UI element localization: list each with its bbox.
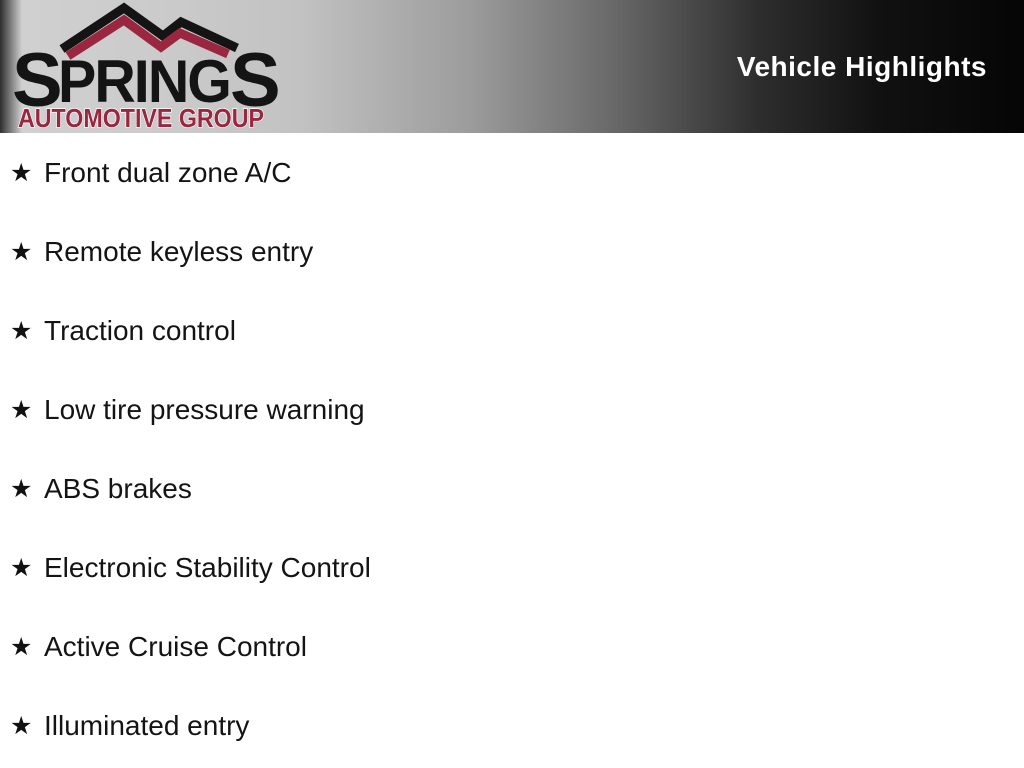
logo-subtitle: AUTOMOTIVE GROUP [18,103,264,132]
star-bullet-icon: ★ [10,554,33,582]
highlight-label: Traction control [44,315,236,346]
highlight-label: Low tire pressure warning [44,394,365,425]
list-item [10,553,1024,632]
list-item [10,316,1024,395]
star-bullet-icon: ★ [10,475,33,503]
page-title: Vehicle Highlights [736,50,987,82]
star-bullet-icon: ★ [10,159,33,187]
list-item [10,711,1024,768]
highlight-label: Front dual zone A/C [44,157,292,188]
list-item [10,474,1024,553]
brand-letters-mid: PRING [58,48,230,115]
highlight-label: Remote keyless entry [44,236,314,267]
highlight-label: Illuminated entry [44,710,250,741]
list-item [10,395,1024,474]
star-bullet-icon: ★ [10,317,33,345]
brand-letter-last: S [230,38,278,123]
star-bullet-icon: ★ [10,396,33,424]
header-banner [0,0,1024,133]
highlight-label: Active Cruise Control [44,631,307,662]
list-item [10,237,1024,316]
star-bullet-icon: ★ [10,712,33,740]
brand-letter-first: S [12,38,60,123]
list-item [10,632,1024,711]
highlights-list [0,133,1024,768]
list-item [10,158,1024,237]
star-bullet-icon: ★ [10,633,33,661]
highlight-label: ABS brakes [44,473,192,504]
springs-automotive-logo [6,2,286,132]
highlight-label: Electronic Stability Control [44,552,371,583]
star-bullet-icon: ★ [10,238,33,266]
